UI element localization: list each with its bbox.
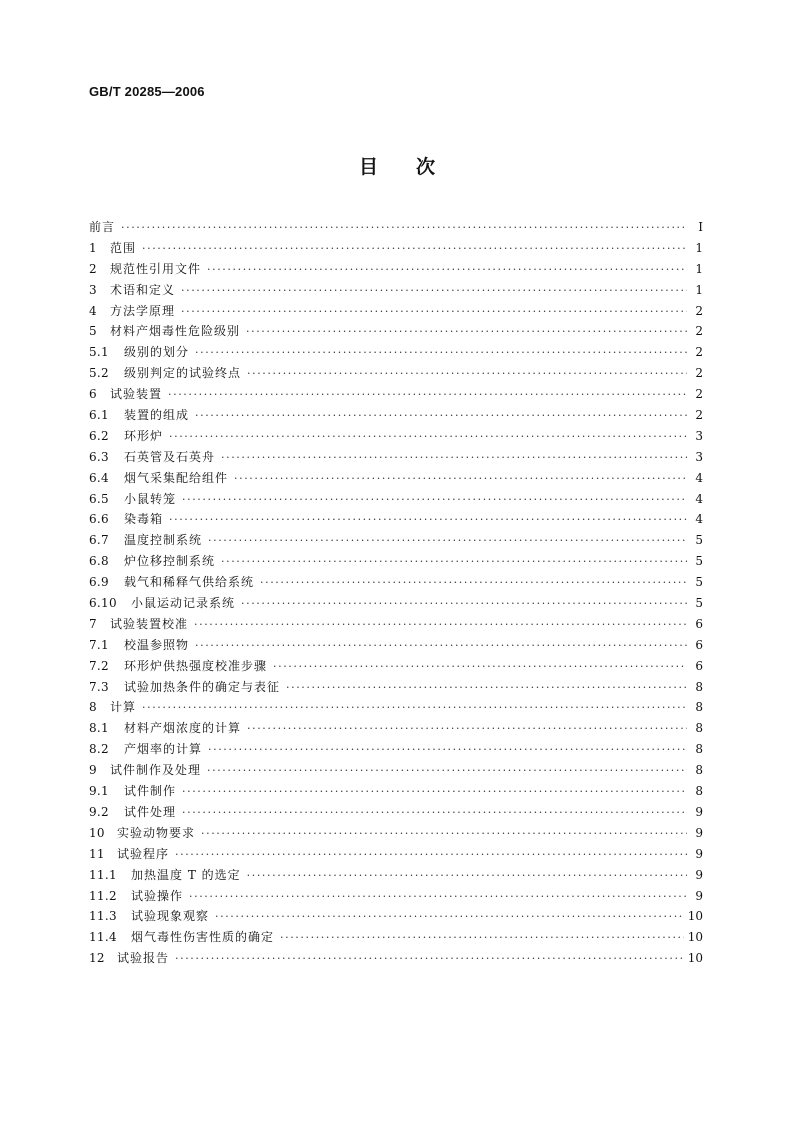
toc-entry-page: 8 — [695, 679, 703, 694]
toc-entry-number: 11 — [89, 846, 105, 861]
toc-entry[interactable] — [89, 363, 703, 384]
toc-entry-title: 试验装置校准 — [110, 616, 189, 631]
toc-entry-title: 级别判定的试验终点 — [124, 366, 242, 381]
toc-dot-leader — [221, 552, 687, 573]
toc-dot-leader — [182, 782, 687, 803]
toc-dot-leader — [168, 385, 687, 406]
toc-dot-leader — [234, 469, 687, 490]
toc-entry-title: 小鼠运动记录系统 — [131, 596, 236, 611]
table-of-contents — [89, 217, 703, 969]
toc-entry-page: 8 — [695, 763, 703, 778]
toc-entry[interactable] — [89, 865, 703, 886]
toc-entry-number: 6.9 — [89, 575, 109, 590]
toc-entry-number: 11.2 — [89, 888, 117, 903]
toc-dot-leader — [221, 448, 687, 469]
toc-entry-title: 试件处理 — [124, 804, 177, 819]
toc-entry-page: 9 — [695, 846, 703, 861]
toc-dot-leader — [175, 949, 684, 970]
toc-entry[interactable] — [89, 426, 703, 447]
toc-entry-page: 2 — [695, 366, 703, 381]
toc-entry[interactable] — [89, 217, 703, 238]
toc-entry[interactable] — [89, 280, 703, 301]
toc-entry-page: 8 — [695, 700, 703, 715]
toc-entry-title: 烟气毒性伤害性质的确定 — [131, 930, 275, 945]
toc-entry-number: 4 — [89, 303, 97, 318]
toc-entry-page: 2 — [695, 387, 703, 402]
toc-dot-leader — [208, 531, 687, 552]
toc-entry[interactable] — [89, 489, 703, 510]
toc-dot-leader — [175, 845, 687, 866]
toc-entry-title: 材料产烟浓度的计算 — [124, 721, 242, 736]
toc-entry[interactable] — [89, 781, 703, 802]
toc-entry-page: 10 — [687, 951, 703, 966]
toc-entry-title: 方法学原理 — [110, 303, 176, 318]
toc-entry[interactable] — [89, 259, 703, 280]
toc-dot-leader — [169, 510, 687, 531]
toc-dot-leader — [182, 490, 687, 511]
toc-entry-title: 级别的划分 — [124, 345, 190, 360]
toc-entry-title: 炉位移控制系统 — [124, 554, 216, 569]
toc-entry[interactable] — [89, 697, 703, 718]
toc-entry-page: 6 — [695, 637, 703, 652]
toc-entry-title: 术语和定义 — [110, 282, 176, 297]
toc-entry-number: 9.1 — [89, 784, 109, 799]
toc-dot-leader — [280, 928, 684, 949]
toc-entry-number: 6 — [89, 387, 97, 402]
toc-entry[interactable] — [89, 447, 703, 468]
toc-entry-title: 规范性引用文件 — [110, 261, 202, 276]
toc-dot-leader — [181, 302, 687, 323]
toc-entry-page: 8 — [695, 721, 703, 736]
toc-entry[interactable] — [89, 593, 703, 614]
toc-entry-page: 2 — [695, 303, 703, 318]
toc-entry-title: 试验程序 — [117, 846, 170, 861]
toc-entry-title: 环形炉供热强度校准步骤 — [124, 658, 268, 673]
toc-dot-leader — [247, 866, 687, 887]
toc-entry-title: 试验装置 — [110, 387, 163, 402]
toc-dot-leader — [181, 281, 687, 302]
toc-entry-page: 8 — [695, 742, 703, 757]
toc-entry-title: 石英管及石英舟 — [124, 449, 216, 464]
toc-entry-page: 4 — [695, 470, 703, 485]
toc-dot-leader — [182, 803, 687, 824]
toc-entry[interactable] — [89, 677, 703, 698]
toc-entry-title: 载气和稀释气供给系统 — [124, 575, 255, 590]
toc-entry-title: 前言 — [89, 220, 116, 234]
title-char-2: 次 — [416, 156, 436, 178]
toc-entry-number: 9.2 — [89, 804, 109, 819]
toc-entry[interactable] — [89, 760, 703, 781]
toc-entry-number: 5.2 — [89, 366, 109, 381]
toc-entry-page: 9 — [695, 825, 703, 840]
toc-dot-leader — [142, 239, 687, 260]
toc-entry-number: 11.3 — [89, 909, 117, 924]
toc-entry[interactable] — [89, 551, 703, 572]
toc-entry-number: 8.2 — [89, 742, 109, 757]
toc-entry-title: 试验报告 — [117, 951, 170, 966]
toc-entry-page: 3 — [695, 449, 703, 464]
toc-entry-number: 6.4 — [89, 470, 109, 485]
toc-dot-leader — [286, 678, 687, 699]
toc-entry-page: 6 — [695, 658, 703, 673]
toc-dot-leader — [201, 824, 687, 845]
toc-dot-leader — [194, 615, 687, 636]
toc-entry-number: 8 — [89, 700, 97, 715]
toc-entry-title: 产烟率的计算 — [124, 742, 203, 757]
toc-entry-page: 1 — [695, 261, 703, 276]
toc-entry[interactable] — [89, 321, 703, 342]
toc-entry[interactable] — [89, 614, 703, 635]
toc-entry[interactable] — [89, 384, 703, 405]
toc-entry-page: 5 — [695, 575, 703, 590]
toc-entry-number: 7 — [89, 616, 97, 631]
toc-entry-page: 8 — [695, 784, 703, 799]
toc-entry[interactable] — [89, 927, 703, 948]
toc-entry[interactable] — [89, 656, 703, 677]
toc-entry-page: 9 — [695, 804, 703, 819]
toc-entry-number: 6.1 — [89, 408, 109, 423]
toc-entry-title: 实验动物要求 — [117, 825, 196, 840]
toc-entry-number: 5 — [89, 324, 97, 339]
toc-entry-title: 校温参照物 — [124, 637, 190, 652]
toc-entry-number: 8.1 — [89, 721, 109, 736]
toc-entry-title: 环形炉 — [124, 428, 164, 443]
toc-entry-number: 12 — [89, 951, 105, 966]
toc-entry-number: 6.8 — [89, 554, 109, 569]
toc-entry-title: 范围 — [110, 240, 137, 255]
toc-entry-page: I — [698, 220, 703, 234]
toc-dot-leader — [195, 636, 687, 657]
toc-entry-number: 7.2 — [89, 658, 109, 673]
toc-entry-number: 10 — [89, 825, 105, 840]
toc-entry-number: 2 — [89, 261, 97, 276]
toc-entry-page: 5 — [695, 596, 703, 611]
toc-entry-title: 加热温度 T 的选定 — [131, 867, 241, 882]
toc-entry[interactable] — [89, 802, 703, 823]
toc-entry-page: 9 — [695, 888, 703, 903]
toc-dot-leader — [207, 260, 687, 281]
toc-entry-number: 6.10 — [89, 596, 117, 611]
toc-entry-title: 试件制作 — [124, 784, 177, 799]
toc-entry[interactable] — [89, 635, 703, 656]
standard-number: GB/T 20285—2006 — [89, 84, 205, 99]
toc-entry-page: 5 — [695, 554, 703, 569]
toc-entry[interactable] — [89, 906, 703, 927]
toc-entry-title: 试验操作 — [131, 888, 184, 903]
toc-dot-leader — [207, 761, 687, 782]
toc-entry-title: 烟气采集配给组件 — [124, 470, 229, 485]
toc-entry[interactable] — [89, 238, 703, 259]
toc-dot-leader — [121, 218, 687, 239]
toc-entry-page: 2 — [695, 345, 703, 360]
toc-dot-leader — [246, 322, 687, 343]
toc-entry-title: 材料产烟毒性危险级别 — [110, 324, 241, 339]
toc-dot-leader — [247, 719, 687, 740]
toc-entry-page: 6 — [695, 616, 703, 631]
toc-dot-leader — [208, 740, 687, 761]
toc-entry-number: 11.1 — [89, 867, 117, 882]
toc-dot-leader — [189, 887, 687, 908]
toc-entry-number: 6.2 — [89, 428, 109, 443]
toc-entry-title: 试验现象观察 — [131, 909, 210, 924]
toc-entry-title: 装置的组成 — [124, 408, 190, 423]
toc-entry-page: 10 — [687, 909, 703, 924]
toc-entry-page: 2 — [695, 324, 703, 339]
toc-entry-page: 10 — [687, 930, 703, 945]
toc-entry[interactable] — [89, 948, 703, 969]
toc-entry-number: 5.1 — [89, 345, 109, 360]
page-title — [0, 152, 794, 179]
toc-entry-page: 3 — [695, 428, 703, 443]
toc-entry-number: 1 — [89, 240, 97, 255]
toc-entry-page: 9 — [695, 867, 703, 882]
toc-entry[interactable] — [89, 718, 703, 739]
toc-entry[interactable] — [89, 823, 703, 844]
toc-entry-page: 1 — [695, 282, 703, 297]
toc-dot-leader — [195, 406, 687, 427]
toc-entry-title: 小鼠转笼 — [124, 491, 177, 506]
toc-dot-leader — [260, 573, 687, 594]
toc-entry-page: 2 — [695, 408, 703, 423]
toc-entry[interactable] — [89, 301, 703, 322]
toc-dot-leader — [247, 364, 687, 385]
toc-entry-number: 9 — [89, 763, 97, 778]
toc-entry[interactable] — [89, 572, 703, 593]
toc-entry-page: 4 — [695, 491, 703, 506]
toc-entry-number: 7.3 — [89, 679, 109, 694]
toc-entry-number: 3 — [89, 282, 97, 297]
toc-entry-title: 染毒箱 — [124, 512, 164, 527]
toc-dot-leader — [215, 907, 684, 928]
toc-entry-number: 6.5 — [89, 491, 109, 506]
toc-entry-number: 6.7 — [89, 533, 109, 548]
toc-dot-leader — [169, 427, 687, 448]
toc-entry-page: 4 — [695, 512, 703, 527]
toc-entry-number: 11.4 — [89, 930, 117, 945]
toc-entry-page: 1 — [695, 240, 703, 255]
toc-entry[interactable] — [89, 509, 703, 530]
title-char-1: 目 — [358, 156, 378, 178]
toc-entry[interactable] — [89, 468, 703, 489]
toc-dot-leader — [142, 698, 687, 719]
toc-entry[interactable] — [89, 739, 703, 760]
toc-entry-number: 7.1 — [89, 637, 109, 652]
toc-entry[interactable] — [89, 530, 703, 551]
toc-entry[interactable] — [89, 886, 703, 907]
toc-entry-title: 试验加热条件的确定与表征 — [124, 679, 281, 694]
toc-entry-title: 温度控制系统 — [124, 533, 203, 548]
toc-entry[interactable] — [89, 342, 703, 363]
toc-dot-leader — [241, 594, 687, 615]
toc-entry-title: 计算 — [110, 700, 137, 715]
toc-entry[interactable] — [89, 405, 703, 426]
toc-entry-number: 6.3 — [89, 449, 109, 464]
toc-entry-number: 6.6 — [89, 512, 109, 527]
toc-entry[interactable] — [89, 844, 703, 865]
toc-entry-title: 试件制作及处理 — [110, 763, 202, 778]
toc-entry-page: 5 — [695, 533, 703, 548]
toc-dot-leader — [273, 657, 687, 678]
toc-dot-leader — [195, 343, 687, 364]
